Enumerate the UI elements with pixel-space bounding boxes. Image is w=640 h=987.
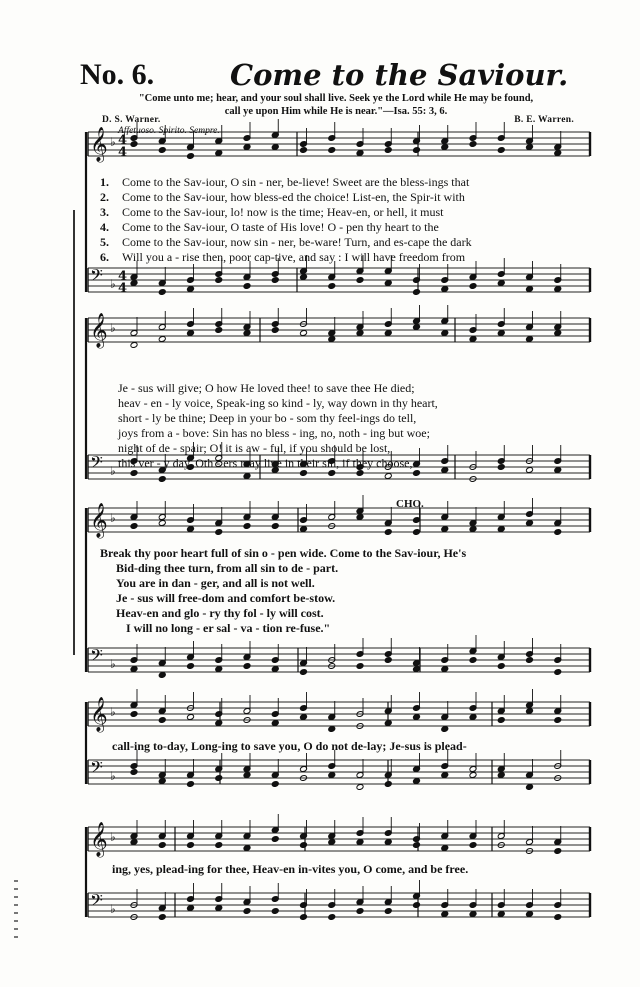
note-head [130, 342, 138, 349]
note-head [300, 274, 308, 281]
verse-text: Come to the Sav-iour, how bless-ed the choice! List-en, the Spir-it with [122, 190, 465, 204]
note-head [130, 769, 138, 776]
note-head [356, 908, 364, 915]
note-head [413, 666, 421, 673]
verse-text: Come to the Sav-iour, O taste of His love! O - pen thy heart to the [122, 220, 439, 234]
note-head [441, 526, 449, 533]
treble-clef: 𝄞 [90, 697, 108, 732]
treble-clef: 𝄞 [90, 822, 108, 857]
note-head [300, 714, 308, 721]
note-head [187, 286, 195, 293]
note-head [187, 781, 195, 788]
lyrics-system-3 [100, 546, 466, 636]
lyric-line: I will no long - er sal - va - tion re-fuse." [126, 621, 331, 635]
note-head [469, 714, 477, 721]
note-head [554, 150, 562, 157]
scripture-epigraph [96, 92, 576, 118]
epigraph-line-1: "Come unto me; hear, and your soul shall live. Seek ye the Lord while He may be found, [138, 93, 534, 104]
note-head [554, 330, 562, 337]
verse-lyrics [100, 175, 472, 265]
note-head [497, 717, 505, 724]
note-head [328, 283, 336, 290]
note-head [271, 327, 279, 334]
note-head [554, 286, 562, 293]
note-head [243, 772, 251, 779]
key-signature-flat: ♭ [110, 511, 116, 525]
note-head [271, 666, 279, 673]
lyric-line: Break thy poor heart full of sin o - pen wide. Come to the Sav-iour, He's [100, 546, 467, 560]
key-signature-flat: ♭ [110, 705, 116, 719]
note-head [441, 144, 449, 151]
note-head [356, 277, 364, 284]
note-head [497, 526, 505, 533]
note-head [384, 839, 392, 846]
note-head [130, 141, 138, 148]
time-signature-bottom: 4 [118, 281, 128, 296]
note-head [469, 336, 477, 343]
note-head [187, 663, 195, 670]
note-head [526, 144, 534, 151]
note-head [497, 147, 505, 154]
note-head [158, 842, 166, 849]
note-head [187, 714, 195, 721]
lyric-line: joys from a - bove: Sin has no bless - ing, no, noth - ing but woe; [118, 426, 430, 440]
epigraph-line-2: call ye upon Him while He is near."—Isa. 55: 3, 6. [224, 106, 448, 117]
note-head [243, 473, 251, 480]
bass-clef: 𝄢 [90, 452, 103, 476]
tempo-marking: Affetuoso. Spirito. Sempre. [118, 126, 220, 136]
note-head [554, 669, 562, 676]
lyric-line: short - ly be thine; Deep in your bo - som thy feel-ings do tell, [118, 411, 417, 425]
note-head [215, 775, 223, 782]
key-signature-flat: ♭ [110, 277, 116, 291]
note-head [497, 772, 505, 779]
note-head [328, 726, 336, 733]
lyric-line: Je - sus will give; O how He loved thee! to save thee He died; [118, 381, 415, 395]
treble-clef: 𝄞 [90, 127, 108, 162]
note-head [130, 666, 138, 673]
verse-number: 6. [100, 250, 109, 264]
note-head [441, 726, 449, 733]
note-head [384, 330, 392, 337]
note-head [356, 514, 364, 521]
note-head [384, 657, 392, 664]
bass-clef: 𝄢 [90, 757, 103, 781]
verse-number: 3. [100, 205, 109, 219]
key-signature-flat: ♭ [110, 830, 116, 844]
note-head [526, 336, 534, 343]
note-head [526, 520, 534, 527]
lyric-line: Bid-ding thee turn, from all sin to de - part. [116, 561, 339, 575]
note-head [215, 905, 223, 912]
verse-number: 5. [100, 235, 109, 249]
note-head [328, 914, 336, 921]
author-credit: D. S. Warner. [102, 115, 161, 125]
key-signature-flat: ♭ [110, 321, 116, 335]
lyric-line: night of de - spair; O! it is aw - ful, if you should be lost, [118, 441, 391, 455]
note-head [243, 283, 251, 290]
note-head [526, 657, 534, 664]
note-head [526, 286, 534, 293]
note-head [441, 911, 449, 918]
note-head [187, 330, 195, 337]
lyric-line: Heav-en and glo - ry thy fol - ly will cost. [116, 606, 324, 620]
note-head [384, 720, 392, 727]
note-head [215, 842, 223, 849]
verse-line [100, 175, 472, 190]
note-head [271, 908, 279, 915]
note-head [158, 147, 166, 154]
note-head [300, 914, 308, 921]
note-head [328, 147, 336, 154]
note-head [469, 911, 477, 918]
note-head [469, 283, 477, 290]
note-head [300, 526, 308, 533]
time-signature-top: 4 [118, 269, 128, 284]
note-head [300, 330, 308, 337]
key-signature-flat: ♭ [110, 657, 116, 671]
verse-number: 4. [100, 220, 109, 234]
note-head [554, 467, 562, 474]
note-head [554, 848, 562, 855]
note-head [215, 529, 223, 536]
note-head [158, 778, 166, 785]
note-head [497, 280, 505, 287]
note-head [413, 842, 421, 849]
note-head [526, 467, 534, 474]
note-head [413, 714, 421, 721]
verse-line [100, 205, 472, 220]
verse-line [100, 250, 472, 265]
note-head [554, 914, 562, 921]
note-head [328, 772, 336, 779]
note-head [497, 330, 505, 337]
note-head [356, 330, 364, 337]
chorus-label: CHO. [396, 498, 424, 510]
note-head [300, 669, 308, 676]
note-head [497, 911, 505, 918]
note-head [215, 150, 223, 157]
note-head [187, 526, 195, 533]
note-head [413, 147, 421, 154]
verse-text: Come to the Sav-iour, O sin - ner, be-lieve! Sweet are the bless-ings that [122, 175, 470, 189]
note-head [469, 842, 477, 849]
note-head [215, 666, 223, 673]
note-head [243, 523, 251, 530]
note-head [356, 150, 364, 157]
bass-clef: 𝄢 [90, 265, 103, 289]
hymn-number: No. 6. [80, 58, 155, 91]
lyric-line: ing, yes, plead-ing for thee, Heav-en in-vites you, O come, and be free. [112, 862, 469, 876]
note-head [497, 663, 505, 670]
verse-text: Come to the Sav-iour, now sin - ner, be-ware! Turn, and es-cape the dark [122, 235, 472, 249]
composer-credit: B. E. Warren. [514, 115, 574, 125]
note-head [328, 839, 336, 846]
note-head [413, 778, 421, 785]
note-head [441, 666, 449, 673]
note-head [469, 657, 477, 664]
note-head [554, 529, 562, 536]
note-head [158, 289, 166, 296]
note-head [158, 914, 166, 921]
time-signature-bottom: 4 [118, 145, 128, 160]
note-head [384, 280, 392, 287]
bass-clef: 𝄢 [90, 890, 103, 914]
note-head [441, 467, 449, 474]
note-head [215, 720, 223, 727]
treble-clef: 𝄞 [90, 503, 108, 538]
note-head [130, 839, 138, 846]
lyric-line: this ver - y day, Oth - ers may live in their sin, if they choose, [118, 456, 413, 470]
key-signature-flat: ♭ [110, 769, 116, 783]
lyrics-system-4 [112, 739, 467, 754]
note-head [243, 330, 251, 337]
note-head [130, 711, 138, 718]
note-head [441, 330, 449, 337]
key-signature-flat: ♭ [110, 902, 116, 916]
note-head [441, 845, 449, 852]
note-head [413, 902, 421, 909]
hymn-title: Come to the Saviour. [230, 58, 569, 92]
note-head [384, 781, 392, 788]
note-head [356, 784, 364, 791]
note-head [243, 144, 251, 151]
note-head [243, 908, 251, 915]
note-head [384, 908, 392, 915]
note-head [271, 781, 279, 788]
verse-number: 1. [100, 175, 109, 189]
verse-line [100, 190, 472, 205]
note-head [271, 836, 279, 843]
note-head [187, 153, 195, 160]
note-head [356, 839, 364, 846]
note-head [526, 911, 534, 918]
note-head [384, 147, 392, 154]
margin-specks [14, 880, 18, 940]
note-head [384, 529, 392, 536]
note-head [243, 663, 251, 670]
note-head [271, 720, 279, 727]
note-head [413, 529, 421, 536]
note-head [384, 473, 392, 480]
note-head [441, 772, 449, 779]
note-head [130, 280, 138, 287]
note-head [526, 784, 534, 791]
note-head [158, 717, 166, 724]
lyrics-system-2 [118, 381, 438, 471]
bass-clef: 𝄢 [90, 645, 103, 669]
treble-clef: 𝄞 [90, 313, 108, 348]
note-head [215, 277, 223, 284]
note-head [158, 520, 166, 527]
note-head [158, 672, 166, 679]
note-head [158, 336, 166, 343]
verse-line [100, 220, 472, 235]
note-head [187, 842, 195, 849]
lyric-line: You are in dan - ger, and all is not well. [116, 576, 315, 590]
note-head [300, 147, 308, 154]
note-head [271, 144, 279, 151]
note-head [497, 464, 505, 471]
lyric-line: heav - en - ly voice, Speak-ing so kind - ly, way down in thy heart, [118, 396, 438, 410]
verse-text: Come to the Sav-iour, lo! now is the time; Heav-en, or hell, it must [122, 205, 444, 219]
verse-text: Will you a - rise then, poor cap-tive, and say : I will have freedom from [122, 250, 466, 264]
note-head [413, 289, 421, 296]
key-signature-flat: ♭ [110, 464, 116, 478]
note-head [441, 286, 449, 293]
lyric-line: Je - sus will free-dom and comfort be-stow. [116, 591, 336, 605]
note-head [243, 845, 251, 852]
note-head [328, 336, 336, 343]
note-head [187, 905, 195, 912]
verse-number: 2. [100, 190, 109, 204]
note-head [271, 523, 279, 530]
note-head [130, 523, 138, 530]
note-head [526, 708, 534, 715]
note-head [413, 324, 421, 331]
time-signature-top: 4 [118, 133, 128, 148]
lyrics-system-5 [112, 862, 468, 877]
lyric-line: call-ing to-day, Long-ing to save you, O do not de-lay; Je-sus is plead- [112, 739, 467, 753]
note-head [215, 327, 223, 334]
note-head [158, 476, 166, 483]
note-head [469, 772, 477, 779]
note-head [469, 526, 477, 533]
note-head [469, 141, 477, 148]
note-head [300, 842, 308, 849]
note-head [271, 277, 279, 284]
verse-line [100, 235, 472, 250]
note-head [356, 663, 364, 670]
note-head [554, 717, 562, 724]
key-signature-flat: ♭ [110, 135, 116, 149]
